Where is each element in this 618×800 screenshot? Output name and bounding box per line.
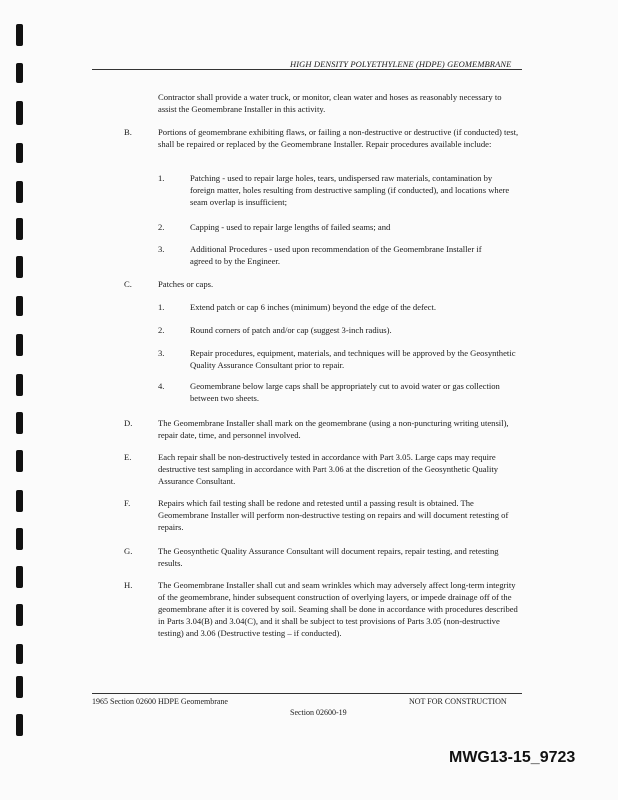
section-label: B. <box>124 127 132 137</box>
list-item: Capping - used to repair large lengths of failed seams; and <box>190 222 391 232</box>
list-number: 1. <box>158 302 165 312</box>
header-title: HIGH DENSITY POLYETHYLENE (HDPE) GEOMEMBRANE <box>290 59 512 69</box>
list-item: Repair procedures, equipment, materials, and techniques will be approved by the Geosynthetic Quality Assurance Consultant prior to repair. <box>190 348 516 370</box>
binder-mark <box>16 143 23 163</box>
binder-mark <box>16 63 23 83</box>
binder-mark <box>16 181 23 203</box>
list-number: 3. <box>158 348 165 358</box>
section-label: G. <box>124 546 133 556</box>
binder-mark <box>16 566 23 588</box>
section-label: C. <box>124 279 132 289</box>
list-number: 2. <box>158 222 165 232</box>
list-item: Additional Procedures - used upon recommendation of the Geomembrane Installer if agreed to by the Engineer. <box>190 244 482 266</box>
section-label: H. <box>124 580 133 590</box>
section-label: E. <box>124 452 132 462</box>
list-item: Geomembrane below large caps shall be appropriately cut to avoid water or gas collection between two sheets. <box>190 381 500 403</box>
binder-mark <box>16 714 23 736</box>
list-number: 1. <box>158 173 165 183</box>
section-text: The Geomembrane Installer shall cut and seam wrinkles which may adversely affect long-term integrity of the geomembrane, hinder subsequent construction of overlying layers, or impede drainage off of the geomembrane after it is covered by soil. Seaming shall be done in accordance with procedures described in Parts 3.04(B) and 3.04(C), and it shall be subject to test provisions of Parts 3.05 (non-destructive testing) and 3.06 (Destructive testing – if conducted). <box>158 580 518 638</box>
intro-paragraph: Contractor shall provide a water truck, or monitor, clean water and hoses as reasonably necessary to assist the Geomembrane Installer in this activity. <box>158 92 502 114</box>
binder-mark <box>16 334 23 356</box>
binder-mark <box>16 101 23 125</box>
section-text: The Geosynthetic Quality Assurance Consultant will document repairs, repair testing, and retesting results. <box>158 546 499 568</box>
footer-rule <box>92 693 522 694</box>
section-text: Patches or caps. <box>158 279 214 289</box>
list-number: 3. <box>158 244 165 254</box>
binder-mark <box>16 490 23 512</box>
list-number: 4. <box>158 381 165 391</box>
binder-mark <box>16 256 23 278</box>
section-text: The Geomembrane Installer shall mark on the geomembrane (using a non-puncturing writing utensil), repair date, time, and personnel involved. <box>158 418 509 440</box>
binder-mark <box>16 450 23 472</box>
section-text: Repairs which fail testing shall be redone and retested until a passing result is obtained. The Geomembrane Installer will perform non-destructive testing on repairs and will document retesting of repairs. <box>158 498 509 532</box>
section-text: Each repair shall be non-destructively tested in accordance with Part 3.05. Large caps may require destructive test sampling in accordance with Part 3.06 at the discretion of the Geosynthetic Quality Assurance Consultant. <box>158 452 499 486</box>
binder-mark <box>16 676 23 698</box>
section-label: D. <box>124 418 133 428</box>
page-number: Section 02600-19 <box>290 708 347 717</box>
binder-mark <box>16 604 23 626</box>
footer-right: NOT FOR CONSTRUCTION <box>409 697 507 706</box>
document-id-stamp: MWG13-15_9723 <box>449 749 576 766</box>
binder-mark <box>16 644 23 664</box>
binder-mark <box>16 296 23 316</box>
list-item: Patching - used to repair large holes, tears, undispersed raw materials, contamination by foreign matter, holes resulting from destructive sampling (if conducted), and locations where seam overlap is insufficient; <box>190 173 510 207</box>
binder-mark <box>16 218 23 240</box>
list-number: 2. <box>158 325 165 335</box>
section-text: Portions of geomembrane exhibiting flaws, or failing a non-destructive or destructive (if conducted) test, shall be repaired or replaced by the Geomembrane Installer. Repair procedures available include: <box>158 127 519 149</box>
list-item: Extend patch or cap 6 inches (minimum) beyond the edge of the defect. <box>190 302 437 312</box>
binder-mark <box>16 374 23 396</box>
binder-mark <box>16 528 23 550</box>
binder-mark <box>16 412 23 434</box>
list-item: Round corners of patch and/or cap (suggest 3-inch radius). <box>190 325 392 335</box>
header-rule <box>92 69 522 70</box>
footer-left: 1965 Section 02600 HDPE Geomembrane <box>92 697 228 706</box>
section-label: F. <box>124 498 131 508</box>
binder-mark <box>16 24 23 46</box>
